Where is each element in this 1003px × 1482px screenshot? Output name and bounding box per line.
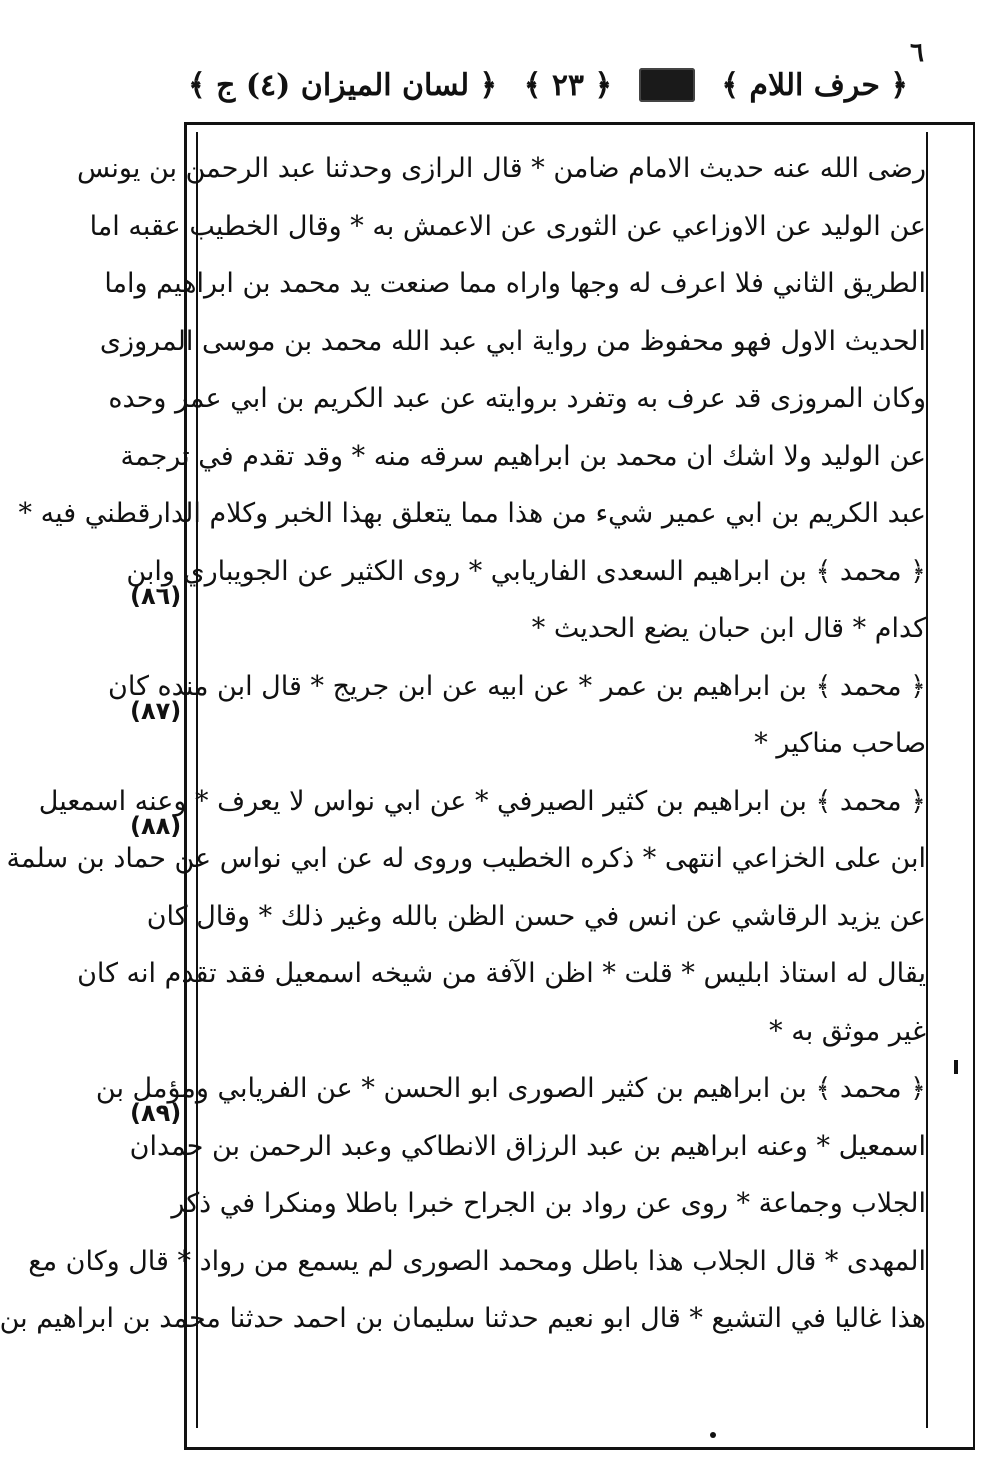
text-line: هذا غاليا في التشيع * قال ابو نعيم حدثنا سليمان بن احمد حدثنا محمد بن ابراهيم بن (0, 1303, 926, 1334)
text-line: صاحب مناكير * (754, 728, 926, 759)
text-line: عن يزيد الرقاشي عن انس في حسن الظن بالله وغير ذلك * وقال كان (146, 900, 926, 932)
text-line: وكان المروزى قد عرف به وتفرد بروايته عن عبد الكريم بن ابي عمر وحده (108, 383, 926, 414)
text-line: ابن على الخزاعي انتهى * ذكره الخطيب وروى له عن ابي نواس عن حماد بن سلمة (6, 843, 926, 874)
text-line: عن الوليد ولا اشك ان محمد بن ابراهيم سرقه منه * وقد تقدم في ترجمة (120, 440, 926, 472)
ink-blot-image (639, 68, 695, 102)
text-line: الطريق الثاني فلا اعرف له وجها واراه مما صنعت يد محمد بن ابراهيم واما (104, 268, 926, 299)
text-line: كدام * قال ابن حبان يضع الحديث * (531, 613, 926, 644)
text-line: الجلاب وجماعة * روى عن رواد بن الجراح خبرا باطلا ومنكرا في ذكر (171, 1188, 926, 1219)
text-line: يقال له استاذ ابليس * قلت * اظن الآفة من شيخه اسمعيل فقد تقدم انه كان (77, 958, 926, 989)
header-book-title: ﴿ لسان الميزان (٤) ج ﴾ (188, 67, 498, 103)
text-line: اسمعيل * وعنه ابراهيم بن عبد الرزاق الانطاكي وعبد الرحمن بن حمدان (129, 1130, 926, 1162)
header-section-title: ﴿ حرف اللام ﴾ (721, 67, 908, 103)
entry-number: (٨٩) (130, 1099, 182, 1127)
footer-mark (710, 1432, 716, 1438)
text-line: ﴿ محمد ﴾ بن ابراهيم بن كثير الصيرفي * عن ابي نواس لا يعرف * وعنه اسمعيل (38, 785, 926, 817)
text-line: رضى الله عنه حديث الامام ضامن * قال الرازى وحدثنا عبد الرحمن بن يونس (77, 153, 926, 184)
text-line: عبد الكريم بن ابي عمير شيء من هذا مما يتعلق بهذا الخبر وكلام الدارقطني فيه * (18, 498, 926, 529)
entry-number: (٨٦) (130, 582, 182, 610)
text-line: المهدى * قال الجلاب هذا باطل ومحمد الصورى لم يسمع من رواد * قال وكان مع (28, 1245, 926, 1277)
corner-mark: ٦ (910, 38, 924, 68)
text-line: ﴿ محمد ﴾ بن ابراهيم السعدى الفاريابي * روى الكثير عن الجويباري وابن (126, 555, 926, 587)
text-line: الحديث الاول فهو محفوظ من رواية ابي عبد الله محمد بن موسى المروزى (99, 325, 926, 357)
text-line: غير موثق به * (769, 1015, 926, 1047)
entry-number: (٨٨) (130, 812, 182, 840)
margin-mark (954, 1060, 958, 1074)
header-page-number: ﴿ ٢٣ ﴾ (523, 67, 613, 103)
text-line: ﴿ محمد ﴾ بن ابراهيم بن عمر * عن ابيه عن ابن جريج * قال ابن منده كان (108, 670, 926, 702)
page-frame-top-rule (196, 122, 926, 124)
text-line: عن الوليد عن الاوزاعي عن الثورى عن الاعمش به * وقال الخطيب عقبه اما (89, 210, 926, 242)
text-line: ﴿ محمد ﴾ بن ابراهيم بن كثير الصورى ابو الحسن * عن الفريابي ومؤمل بن (95, 1073, 926, 1104)
running-header (188, 55, 908, 115)
entry-number: (٨٧) (130, 697, 182, 725)
